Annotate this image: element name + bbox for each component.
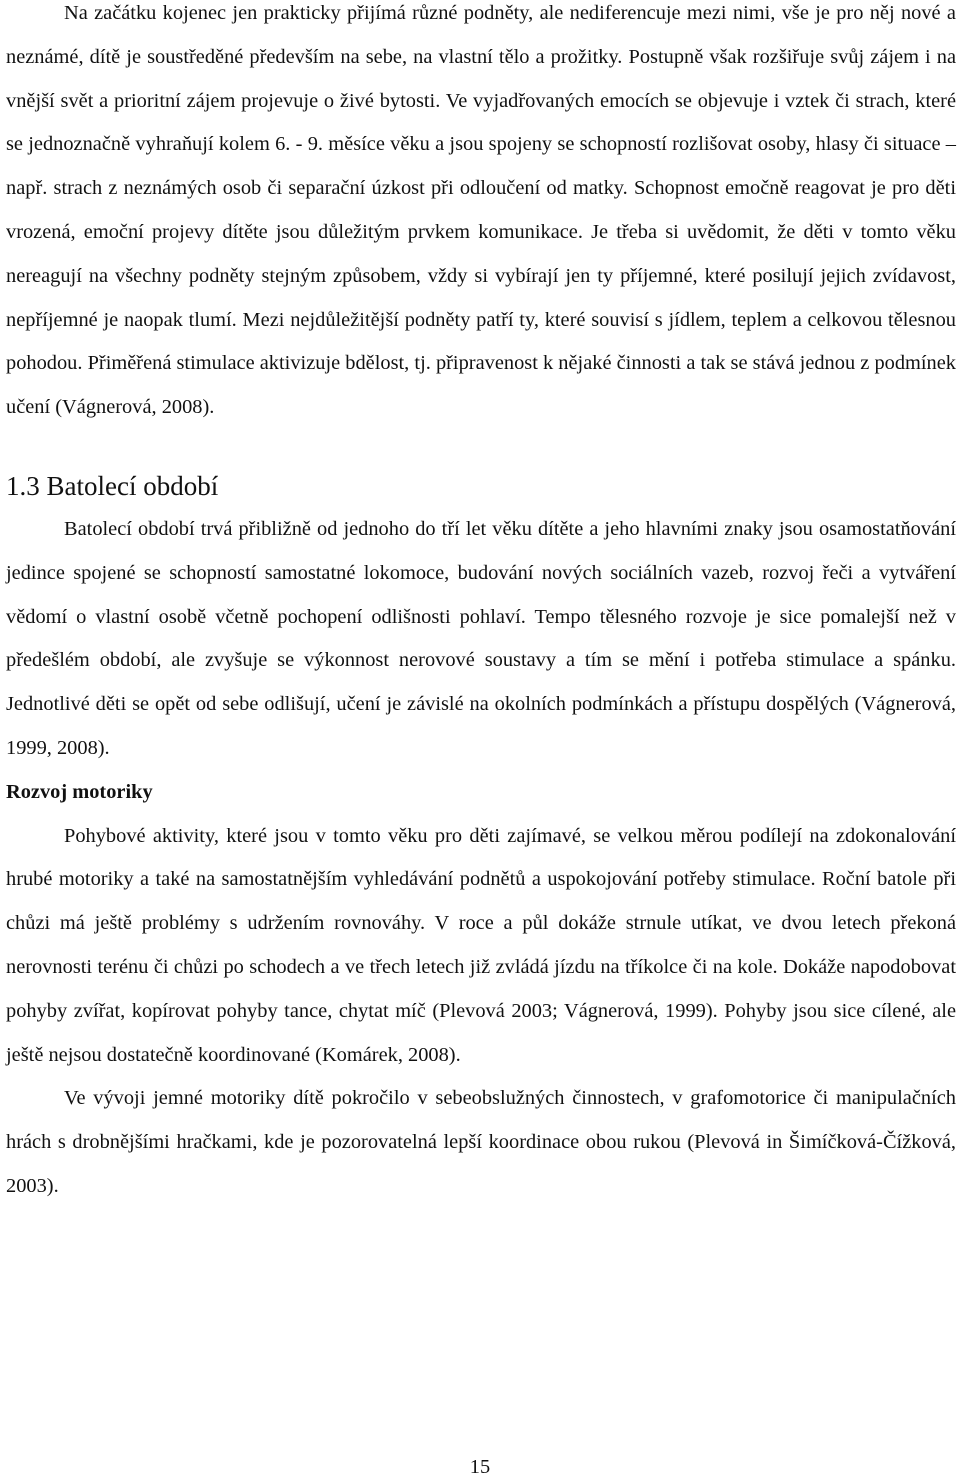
chapter-heading: 1.3 Batolecí období	[6, 470, 219, 501]
page-number: 15	[469, 1456, 491, 1478]
subsection-heading: Rozvoj motoriky	[6, 780, 153, 803]
chapter-paragraph: Batolecí období trvá přibližně od jednoho do tří let věku dítěte a jeho hlavními znaky jsou osamostatňování jedince spojené se schopností samostatné lokomoce, budování nových sociálních vazeb, rozvoj řeči a vytváření vědomí o vlastní osobě včetně pochopení odlišnosti pohlaví. Tempo tělesného rozvoje je sice pomalejší než v předešlém období, ale zvyšuje se výkonnost nerovové soustavy a tím se mění i potřeba stimulace a spánku. Jednotlivé děti se opět od sebe odlišují, učení je závislé na okolních podmínkách a přístupu dospělých (Vágnerová, 1999, 2008).	[6, 517, 956, 759]
document-page	[6, 0, 956, 1209]
intro-paragraph: Na začátku kojenec jen prakticky přijímá různé podněty, ale nediferencuje mezi nimi, vše je pro něj nové a neznámé, dítě je soustředěné především na sebe, na vlastní tělo a prožitky. Postupně však rozšiřuje svůj zájem i na vnější svět a prioritní zájem projevuje o živé bytosti. Ve vyjadřovaných emocích se objevuje i vztek či strach, které se jednoznačně vyhraňují kolem 6. - 9. měsíce věku a jsou spojeny se schopností rozlišovat osoby, hlasy či situace – např. strach z neznámých osob či separační úzkost při odloučení od matky. Schopnost emočně reagovat je pro děti vrozená, emoční projevy dítěte jsou důležitým prvkem komunikace. Je třeba si uvědomit, že děti v tomto věku nereagují na všechny podněty stejným způsobem, vždy si vybírají jen ty příjemné, které posilují jejich zvídavost, nepříjemné je naopak tlumí. Mezi nejdůležitější podněty patří ty, které souvisí s jídlem, teplem a celkovou tělesnou pohodou. Přiměřená stimulace aktivizuje bdělost, tj. připravenost k nějaké činnosti a tak se stává jednou z podmínek učení (Vágnerová, 2008).	[6, 2, 956, 419]
motor-paragraph-fine: Ve vývoji jemné motoriky dítě pokročilo v sebeobslužných činnostech, v grafomotorice či manipulačních hrách s drobnějšími hračkami, kde je pozorovatelná lepší koordinace obou rukou (Plevová in Šimíčková-Čížková, 2003).	[6, 1087, 956, 1197]
motor-paragraph-gross: Pohybové aktivity, které jsou v tomto věku pro děti zajímavé, se velkou měrou podílejí na zdokonalování hrubé motoriky a také na samostatnějším vyhledávání podnětů a uspokojování potřeby stimulace. Roční batole při chůzi má ještě problémy s udržením rovnováhy. V roce a půl dokáže strnule utíkat, ve dvou letech překoná nerovnosti terénu či chůzi po schodech a ve třech letech již zvládá jízdu na tříkolce či na kole. Dokáže napodobovat pohyby zvířat, kopírovat pohyby tance, chytat míč (Plevová 2003; Vágnerová, 1999). Pohyby jsou sice cílené, ale ještě nejsou dostatečně koordinované (Komárek, 2008).	[6, 824, 956, 1066]
